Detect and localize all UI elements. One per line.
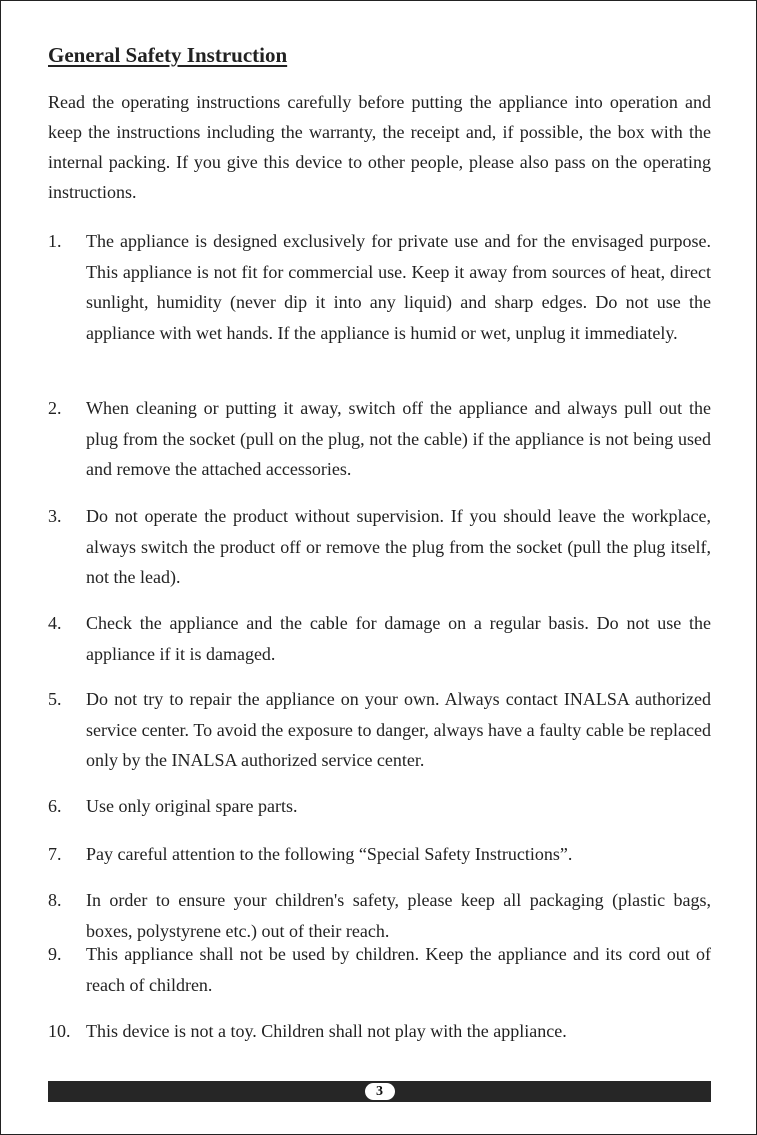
list-item: [48, 226, 711, 348]
page-title: General Safety Instruction: [48, 43, 288, 67]
item-number: 5.: [48, 689, 62, 709]
item-text: Do not operate the product without supervision. If you should leave the workplace, always switch the product off or remove the plug from the socket (pull the plug itself, not the lead).: [86, 506, 711, 587]
list-item: [48, 791, 711, 822]
item-number: 10.: [48, 1021, 71, 1041]
list-item: [48, 939, 711, 1000]
item-text: Check the appliance and the cable for damage on a regular basis. Do not use the appliance if it is damaged.: [86, 613, 711, 664]
item-text: Pay careful attention to the following “Special Safety Instructions”.: [86, 844, 573, 864]
item-number: 8.: [48, 890, 62, 910]
intro-paragraph: Read the operating instructions carefully before putting the appliance into operation and keep the instructions including the warranty, the receipt and, if possible, the box with the internal packing. If you give this device to other people, please also pass on the operating instructions.: [48, 92, 711, 202]
item-number: 9.: [48, 944, 62, 964]
item-text: In order to ensure your children's safety, please keep all packaging (plastic bags, boxes, polystyrene etc.) out of their reach.: [86, 890, 711, 941]
item-number: 4.: [48, 613, 62, 633]
list-item: [48, 839, 711, 870]
item-text: Do not try to repair the appliance on your own. Always contact INALSA authorized service center. To avoid the exposure to danger, always have a faulty cable be replaced only by the INALSA authorized service center.: [86, 689, 711, 770]
list-item: [48, 885, 711, 946]
list-item: [48, 393, 711, 485]
item-text: This appliance shall not be used by children. Keep the appliance and its cord out of reach of children.: [86, 944, 711, 995]
item-text: The appliance is designed exclusively for private use and for the envisaged purpose. This appliance is not fit for commercial use. Keep it away from sources of heat, direct sunlight, humidity (never dip it into any liquid) and sharp edges. Do not use the appliance with wet hands. If the appliance is humid or wet, unplug it immediately.: [86, 231, 711, 343]
list-item: [48, 684, 711, 776]
list-item: [48, 501, 711, 593]
item-text: When cleaning or putting it away, switch off the appliance and always pull out the plug from the socket (pull on the plug, not the cable) if the appliance is not being used and remove the attached accessories.: [86, 398, 711, 479]
item-number: 2.: [48, 398, 62, 418]
page-number: 3: [365, 1083, 395, 1100]
item-number: 7.: [48, 844, 62, 864]
item-number: 1.: [48, 231, 62, 251]
item-number: 6.: [48, 796, 62, 816]
footer-bar: [48, 1081, 711, 1102]
item-text: This device is not a toy. Children shall not play with the appliance.: [86, 1021, 567, 1041]
item-text: Use only original spare parts.: [86, 796, 298, 816]
item-number: 3.: [48, 506, 62, 526]
list-item: [48, 1016, 711, 1047]
list-item: [48, 608, 711, 669]
